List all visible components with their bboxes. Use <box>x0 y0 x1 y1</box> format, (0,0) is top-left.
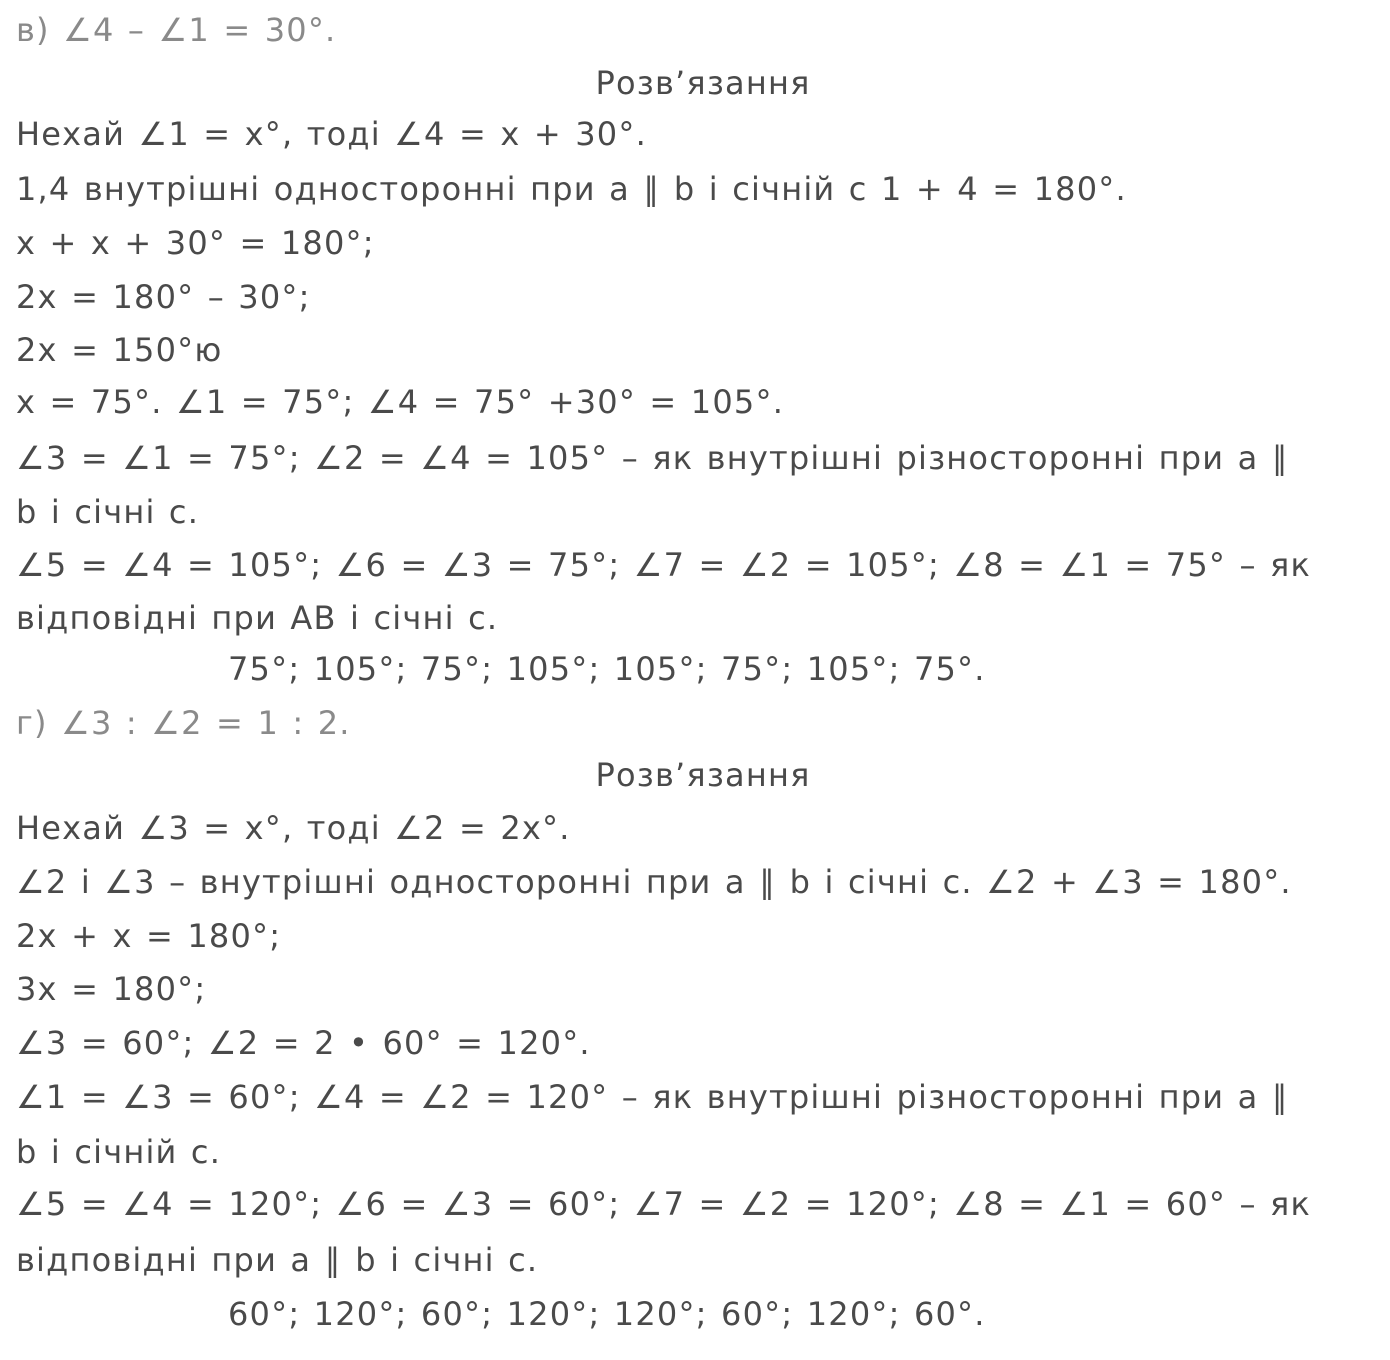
part-v-line: Нехай ∠1 = x°, тоді ∠4 = x + 30°. <box>16 115 647 153</box>
part-g-line: ∠5 = ∠4 = 120°; ∠6 = ∠3 = 60°; ∠7 = ∠2 = 120°; ∠8 = ∠1 = 60° – як <box>16 1185 1311 1223</box>
part-v-line: ∠5 = ∠4 = 105°; ∠6 = ∠3 = 75°; ∠7 = ∠2 = 105°; ∠8 = ∠1 = 75° – як <box>16 546 1311 584</box>
part-g-line: ∠1 = ∠3 = 60°; ∠4 = ∠2 = 120° – як внутрішні різносторонні при a ∥ <box>16 1078 1289 1116</box>
part-g-condition: г) ∠3 : ∠2 = 1 : 2. <box>16 704 351 742</box>
part-v-line: 2x = 150°ю <box>16 331 223 369</box>
part-g-line: ∠3 = 60°; ∠2 = 2 • 60° = 120°. <box>16 1024 591 1062</box>
part-v-condition: в) ∠4 – ∠1 = 30°. <box>16 11 337 49</box>
part-v-line: x = 75°. ∠1 = 75°; ∠4 = 75° +30° = 105°. <box>16 383 785 421</box>
part-v-line: ∠3 = ∠1 = 75°; ∠2 = ∠4 = 105° – як внутрішні різносторонні при a ∥ <box>16 439 1289 477</box>
part-g-line: 3x = 180°; <box>16 970 207 1008</box>
part-g-line: відповідні при a ∥ b і січні с. <box>16 1241 539 1279</box>
part-v-heading: Розв’язання <box>595 64 811 102</box>
part-v-line: 2x = 180° – 30°; <box>16 278 311 316</box>
part-g-heading: Розв’язання <box>595 756 811 794</box>
part-g-line: ∠2 і ∠3 – внутрішні односторонні при a ∥ b і січні с. ∠2 + ∠3 = 180°. <box>16 863 1292 901</box>
part-v-line: відповідні при AB і січні с. <box>16 599 499 637</box>
part-v-line: x + x + 30° = 180°; <box>16 224 375 262</box>
part-v-line: 1,4 внутрішні односторонні при a ∥ b і січній с 1 + 4 = 180°. <box>16 170 1127 208</box>
part-v-answer: 75°; 105°; 75°; 105°; 105°; 75°; 105°; 75°. <box>228 650 986 688</box>
part-g-line: Нехай ∠3 = x°, тоді ∠2 = 2x°. <box>16 809 571 847</box>
part-g-line: b і січній с. <box>16 1133 222 1171</box>
part-g-line: 2x + x = 180°; <box>16 917 282 955</box>
part-v-line: b і січні с. <box>16 493 200 531</box>
part-g-answer: 60°; 120°; 60°; 120°; 120°; 60°; 120°; 60°. <box>228 1295 986 1333</box>
